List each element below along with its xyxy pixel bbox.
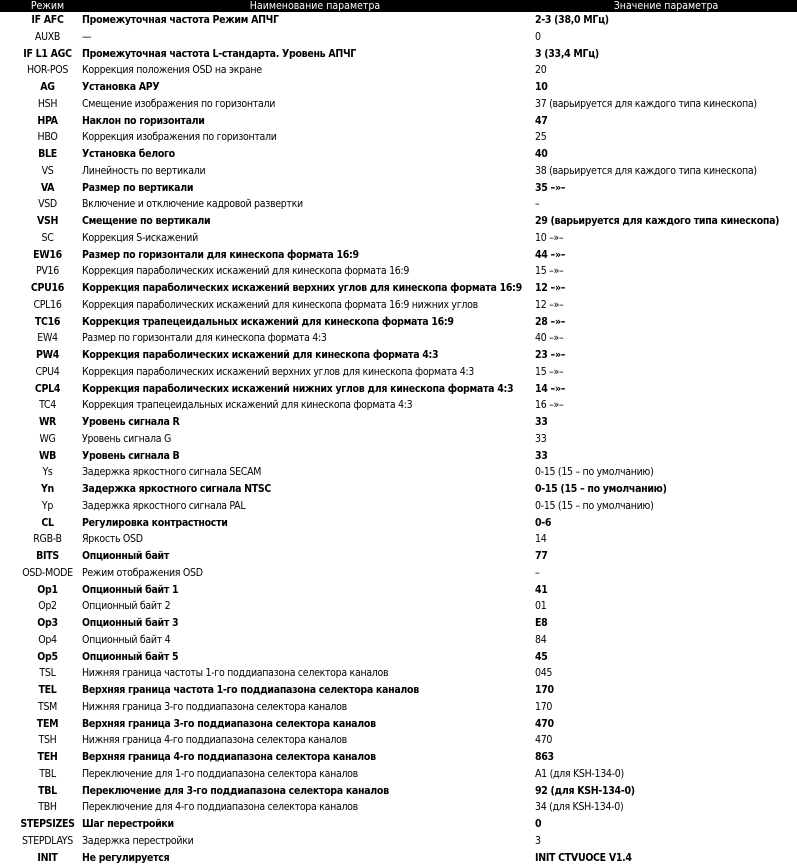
cell-mode: RGB-B: [33, 533, 62, 546]
cell-mode: TC4: [39, 399, 56, 412]
cell-value: 0-6: [535, 516, 552, 529]
cell-value: 3: [535, 834, 541, 847]
table-row: [0, 531, 797, 548]
cell-name: [82, 431, 535, 448]
cell-name-text: Задержка яркостного сигнала NTSC: [82, 483, 272, 495]
cell-name-text: Переключение для 1-го поддиапазона селектора каналов: [82, 767, 358, 780]
cell-value: 47: [535, 114, 548, 127]
cell-value: 84: [535, 633, 547, 646]
cell-value: 34 (для KSH-134-0): [535, 801, 624, 814]
cell-value: 28 –»–: [535, 315, 566, 328]
cell-name-text: Линейность по вертикали: [82, 164, 206, 177]
cell-mode: TSM: [37, 700, 58, 713]
cell-name-text: Не регулируется: [82, 851, 170, 864]
cell-name-text: Опционный байт 4: [82, 633, 171, 646]
cell-mode: Op1: [37, 583, 58, 596]
cell-mode: STEPDLAYS: [22, 834, 73, 847]
cell-name-text: Нижняя граница 4-го поддиапазона селектора каналов: [82, 734, 347, 747]
cell-mode: TSL: [39, 667, 56, 680]
cell-value: 0-15 (15 – по умолчанию): [535, 483, 667, 495]
cell-name-text: Коррекция параболических искажений для кинескопа формата 16:9 нижних углов: [82, 298, 478, 311]
table-row: [0, 732, 797, 749]
table-row: [0, 280, 797, 297]
cell-mode: Yn: [41, 483, 54, 495]
cell-value: 33: [535, 432, 547, 445]
cell-value: INIT CTVUOCE V1.4: [535, 851, 632, 864]
cell-name-text: Установка белого: [82, 148, 175, 160]
cell-name: [82, 783, 535, 800]
cell-name-text: Задержка яркостного сигнала SECAM: [82, 466, 262, 479]
cell-name-text: —: [82, 30, 92, 43]
cell-name-text: Коррекция S-искажений: [82, 231, 198, 244]
cell-name: [82, 799, 535, 816]
cell-name: [82, 665, 535, 682]
table-row: [0, 196, 797, 213]
cell-name-text: Опционный байт 1: [82, 583, 179, 596]
cell-name: [82, 649, 535, 666]
cell-value: 0-15 (15 – по умолчанию): [535, 499, 654, 512]
cell-name: [82, 330, 535, 347]
cell-name-text: Коррекция параболических искажений нижних углов для кинескопа формата 4:3: [82, 382, 514, 395]
cell-name: [82, 716, 535, 733]
table-row: [0, 381, 797, 398]
cell-name: [82, 632, 535, 649]
cell-name: [82, 364, 535, 381]
cell-mode: BLE: [38, 148, 57, 160]
cell-mode: CL: [41, 516, 54, 529]
cell-name-text: Верхняя граница 4-го поддиапазона селектора каналов: [82, 751, 376, 763]
cell-name: [82, 314, 535, 331]
table-row: [0, 632, 797, 649]
cell-mode: Op2: [38, 600, 57, 613]
cell-value: 10 –»–: [535, 231, 564, 244]
cell-mode: HSH: [37, 97, 58, 110]
cell-value: 863: [535, 751, 554, 763]
cell-mode: WB: [38, 449, 57, 462]
cell-mode: Op4: [38, 633, 57, 646]
cell-value: 2-3 (38,0 МГц): [535, 14, 609, 26]
cell-name-text: Коррекция параболических искажений верхних углов для кинескопа формата 16:9: [82, 282, 522, 294]
table-row: [0, 716, 797, 733]
cell-name-text: Верхняя граница частота 1-го поддиапазона селектора каналов: [82, 684, 419, 696]
cell-name-text: Режим отображения OSD: [82, 566, 203, 579]
cell-value: 0-15 (15 – по умолчанию): [535, 466, 654, 479]
table-row: [0, 749, 797, 766]
table-body: [0, 12, 797, 866]
cell-name: [82, 230, 535, 247]
cell-mode: TBH: [38, 801, 57, 814]
table-row: [0, 766, 797, 783]
table-row: [0, 699, 797, 716]
table-row: [0, 347, 797, 364]
cell-name: [82, 163, 535, 180]
cell-name: [82, 397, 535, 414]
table-row: [0, 665, 797, 682]
table-row: [0, 682, 797, 699]
table-row: [0, 12, 797, 29]
cell-name-text: Уровень сигнала R: [82, 416, 180, 428]
table-row: [0, 113, 797, 130]
table-row: [0, 247, 797, 264]
cell-mode: WR: [38, 416, 57, 428]
cell-name: [82, 464, 535, 481]
table-row: [0, 598, 797, 615]
cell-name-text: Смещение изображения по горизонтали: [82, 97, 276, 110]
cell-name: [82, 29, 535, 46]
cell-mode: TBL: [38, 784, 57, 797]
cell-name-text: Промежуточная частота L-стандарта. Уровень АПЧГ: [82, 47, 356, 60]
cell-value: 0: [535, 818, 542, 830]
cell-mode: Op3: [37, 617, 58, 629]
cell-name-text: Наклон по горизонтали: [82, 114, 205, 127]
header-mode: Режим: [30, 0, 65, 12]
cell-mode: IF L1 AGC: [23, 47, 72, 60]
cell-mode: AG: [40, 81, 55, 93]
cell-value: 16 –»–: [535, 399, 564, 412]
cell-name: [82, 12, 535, 29]
cell-value: 0: [535, 30, 541, 43]
cell-name: [82, 833, 535, 850]
cell-value: 23 –»–: [535, 349, 566, 361]
cell-mode: HBO: [37, 131, 58, 144]
cell-name: [82, 582, 535, 599]
table-row: [0, 163, 797, 180]
table-row: [0, 615, 797, 632]
cell-name-text: Размер по вертикали: [82, 181, 194, 194]
cell-name: [82, 749, 535, 766]
table-row: [0, 515, 797, 532]
cell-mode: IF AFC: [31, 14, 64, 26]
cell-value: 33: [535, 416, 548, 428]
cell-value: 470: [535, 717, 554, 730]
cell-name-text: Регулировка контрастности: [82, 516, 228, 529]
cell-name-text: Опционный байт 3: [82, 617, 179, 629]
cell-name-text: Включение и отключение кадровой развертки: [82, 198, 303, 211]
cell-mode: VS: [41, 164, 54, 177]
cell-value: 25: [535, 131, 547, 144]
cell-name-text: Шаг перестройки: [82, 818, 174, 830]
cell-mode: CPU16: [30, 282, 65, 294]
cell-value: 01: [535, 600, 547, 613]
cell-mode: VSH: [36, 215, 59, 227]
cell-value: 470: [535, 734, 553, 747]
cell-mode: AUXB: [34, 30, 61, 43]
cell-value: 38 (варьируется для каждого типа кинескопа): [535, 164, 757, 177]
cell-mode: VSD: [38, 198, 57, 211]
table-row: [0, 314, 797, 331]
cell-name-text: Размер по горизонтали для кинескопа формата 16:9: [82, 248, 359, 261]
cell-mode: BITS: [36, 550, 59, 562]
cell-value: 15 –»–: [535, 365, 564, 378]
cell-name-text: Коррекция положения OSD на экране: [82, 64, 262, 77]
cell-mode: Ys: [42, 466, 53, 479]
cell-name: [82, 732, 535, 749]
cell-mode: OSD-MODE: [22, 566, 73, 579]
cell-name-text: Уровень сигнала B: [82, 449, 180, 462]
cell-name-text: Коррекция трапецеидальных искажений для кинескопа формата 4:3: [82, 399, 413, 412]
cell-name: [82, 280, 535, 297]
table-row: [0, 297, 797, 314]
cell-name-text: Коррекция трапецеидальных искажений для кинескопа формата 16:9: [82, 315, 454, 328]
table-row: [0, 364, 797, 381]
cell-value: 14: [535, 533, 547, 546]
cell-name: [82, 46, 535, 63]
cell-mode: EW4: [37, 332, 58, 345]
cell-value: 12 –»–: [535, 298, 564, 311]
cell-name-text: Коррекция параболических искажений для кинескопа формата 16:9: [82, 265, 410, 278]
cell-mode: CPL4: [34, 382, 61, 395]
cell-name: [82, 515, 535, 532]
cell-value: 12 –»–: [535, 282, 566, 294]
cell-name: [82, 79, 535, 96]
cell-name-text: Верхняя граница 3-го поддиапазона селектора каналов: [82, 717, 376, 730]
cell-mode: Yp: [41, 499, 54, 512]
cell-mode: TEM: [36, 717, 59, 730]
table-row: [0, 582, 797, 599]
cell-name: [82, 682, 535, 699]
cell-value: 44 –»–: [535, 248, 566, 261]
table-row: [0, 62, 797, 79]
cell-name-text: Коррекция параболических искажений верхних углов для кинескопа формата 4:3: [82, 365, 474, 378]
table-row: [0, 833, 797, 850]
cell-value: 41: [535, 583, 548, 596]
table-row: [0, 397, 797, 414]
table-row: [0, 649, 797, 666]
cell-name: [82, 481, 535, 498]
header-value: Значение параметра: [613, 0, 719, 12]
cell-value: A1 (для KSH-134-0): [535, 767, 624, 780]
cell-name-text: Установка АРУ: [82, 81, 160, 93]
cell-value: 10: [535, 81, 548, 93]
cell-name: [82, 766, 535, 783]
cell-mode: HOR-POS: [26, 64, 69, 77]
cell-mode: SC: [41, 231, 54, 244]
cell-name: [82, 297, 535, 314]
cell-name: [82, 816, 535, 833]
cell-value: 045: [535, 667, 553, 680]
table-row: [0, 565, 797, 582]
cell-name-text: Опционный байт 5: [82, 650, 179, 663]
cell-value: –: [535, 566, 540, 579]
cell-value: 40: [535, 148, 548, 160]
cell-mode: HPA: [37, 114, 58, 127]
cell-mode: Op5: [37, 650, 58, 663]
cell-mode: CPL16: [33, 298, 62, 311]
cell-mode: STEPSIZES: [20, 818, 75, 830]
cell-name-text: Яркость OSD: [82, 533, 143, 546]
cell-mode: CPU4: [35, 365, 60, 378]
cell-value: –: [535, 198, 540, 211]
cell-name-text: Нижняя граница 3-го поддиапазона селектора каналов: [82, 700, 347, 713]
table-row: [0, 414, 797, 431]
table-row: [0, 29, 797, 46]
cell-name: [82, 213, 535, 230]
cell-name-text: Нижняя граница частоты 1-го поддиапазона селектора каналов: [82, 667, 389, 680]
table-row: [0, 783, 797, 800]
table-row: [0, 263, 797, 280]
cell-name: [82, 615, 535, 632]
table-row: [0, 448, 797, 465]
cell-mode: PW4: [35, 349, 60, 361]
cell-name-text: Уровень сигнала G: [82, 432, 171, 445]
cell-name-text: Коррекция параболических искажений для кинескопа формата 4:3: [82, 349, 439, 361]
cell-value: 14 –»–: [535, 382, 566, 395]
cell-value: 29 (варьируется для каждого типа кинескопа): [535, 215, 780, 227]
cell-value: 77: [535, 550, 548, 562]
cell-mode: TC16: [34, 315, 61, 328]
cell-name: [82, 113, 535, 130]
cell-name: [82, 180, 535, 197]
cell-name: [82, 96, 535, 113]
table-row: [0, 129, 797, 146]
cell-name-text: Задержка перестройки: [82, 834, 194, 847]
cell-name: [82, 196, 535, 213]
table-row: [0, 431, 797, 448]
cell-mode: PV16: [36, 265, 59, 278]
header-name: Наименование параметра: [249, 0, 381, 12]
cell-value: 45: [535, 650, 548, 663]
table-row: [0, 96, 797, 113]
table-row: [0, 180, 797, 197]
cell-name: [82, 531, 535, 548]
table-row: [0, 548, 797, 565]
cell-name-text: Опционный байт 2: [82, 600, 171, 613]
cell-mode: EW16: [33, 248, 62, 261]
cell-name: [82, 699, 535, 716]
cell-name: [82, 347, 535, 364]
cell-name-text: Смещение по вертикали: [82, 215, 211, 227]
cell-name: [82, 565, 535, 582]
cell-value: 35 –»–: [535, 181, 566, 194]
cell-value: 33: [535, 449, 548, 462]
cell-mode: INIT: [37, 851, 58, 864]
cell-value: 20: [535, 64, 547, 77]
cell-mode: TSH: [38, 734, 57, 747]
cell-name: [82, 598, 535, 615]
cell-value: 3 (33,4 МГц): [535, 47, 599, 60]
table-row: [0, 79, 797, 96]
table-row: [0, 816, 797, 833]
cell-value: 15 –»–: [535, 265, 564, 278]
cell-name: [82, 381, 535, 398]
cell-value: E8: [535, 617, 548, 629]
cell-name: [82, 448, 535, 465]
cell-value: 37 (варьируется для каждого типа кинескопа): [535, 97, 757, 110]
cell-mode: TEH: [37, 751, 58, 763]
cell-name: [82, 850, 535, 867]
cell-name-text: Переключение для 4-го поддиапазона селектора каналов: [82, 801, 358, 814]
cell-name: [82, 247, 535, 264]
table-row: [0, 799, 797, 816]
table-row: [0, 481, 797, 498]
table-row: [0, 146, 797, 163]
table-row: [0, 850, 797, 867]
cell-mode: TBL: [39, 767, 56, 780]
cell-name: [82, 548, 535, 565]
cell-value: 170: [535, 684, 554, 696]
cell-name-text: Промежуточная частота Режим АПЧГ: [82, 14, 279, 26]
cell-value: 170: [535, 700, 553, 713]
table-row: [0, 464, 797, 481]
table-row: [0, 46, 797, 63]
cell-name: [82, 263, 535, 280]
table-row: [0, 330, 797, 347]
table-header: [0, 0, 797, 12]
table-row: [0, 230, 797, 247]
cell-name-text: Коррекция изображения по горизонтали: [82, 131, 277, 144]
cell-value: 92 (для KSH-134-0): [535, 784, 635, 797]
cell-name: [82, 414, 535, 431]
cell-mode: TEL: [38, 684, 57, 696]
cell-name-text: Задержка яркостного сигнала PAL: [82, 499, 246, 512]
cell-name: [82, 498, 535, 515]
cell-mode: VA: [40, 181, 55, 194]
cell-name: [82, 146, 535, 163]
table-row: [0, 213, 797, 230]
cell-mode: WG: [39, 432, 56, 445]
table-row: [0, 498, 797, 515]
cell-value: 40 –»–: [535, 332, 564, 345]
cell-name-text: Размер по горизонтали для кинескопа формата 4:3: [82, 332, 327, 345]
cell-name: [82, 62, 535, 79]
cell-name-text: Опционный байт: [82, 550, 170, 562]
cell-name-text: Переключение для 3-го поддиапазона селектора каналов: [82, 784, 389, 797]
cell-name: [82, 129, 535, 146]
